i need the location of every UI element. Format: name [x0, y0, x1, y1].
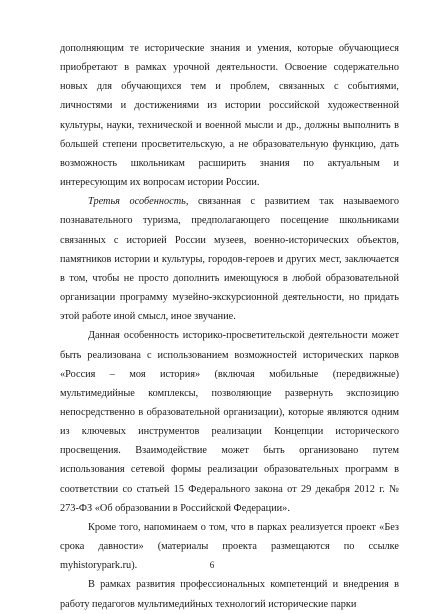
paragraph-2-lead: Третья особенность	[88, 196, 186, 208]
page-number: 6	[209, 560, 215, 570]
paragraph-5	[60, 575, 399, 613]
paragraph-1-text: дополняющим те исторические знания и умения, которые обучающиеся приобретают в рамках урочной деятельности. Освоение содержательно новых для обучающихся тем и проблем, связанных с событиями, личностями и достижениями из истории российской художественной культуры, науки, технической и военной мысли и др., должны выполнить в большей степени просветительскую, а не образовательную функцию, дать возможность школьникам расширить знания по актуальным и интересующим их вопросам истории России.	[60, 43, 399, 189]
paragraph-5-text: В рамках развития профессиональных компетенций и внедрения в работу педагогов мультимедийных технологий исторические парки	[60, 579, 399, 610]
paragraph-2-text: , связанная с развитием так называемого познавательного туризма, предполагающего посещение школьниками связанных с историей России музеев, военно-исторических объектов, памятников истории и культуры, городов-героев и других мест, заключается в том, чтобы не просто дополнить имеющуюся в любой образовательной организации программу музейно-экскурсионной деятельности, но придать этой работе иной смысл, иное звучание.	[60, 196, 399, 323]
paragraph-1	[60, 39, 399, 192]
paragraph-2	[60, 192, 399, 326]
paragraph-3-text: Данная особенность историко-просветительской деятельности может быть реализована с использованием возможностей исторических парков «Россия – моя история» (включая мобильные (передвижные) мультимедийные комплексы, позволяющие развернуть экспозицию непосредственно в образовательной организации), которые являются одним из ключевых инструментов реализации Концепции исторического просвещения. Взаимодействие может быть организовано путем использования сетевой формы реализации образовательных программ в соответствии со статьей 15 Федерального закона от 29 декабря 2012 г. № 273-ФЗ «Об образовании в Российской Федерации».	[60, 330, 399, 514]
paragraph-3	[60, 326, 399, 518]
body-text	[60, 39, 399, 614]
paragraph-4-text: Кроме того, напоминаем о том, что в парках реализуется проект «Без срока давности» (материалы проекта размещаются по ссылке myhistorypark.ru).	[60, 521, 399, 572]
